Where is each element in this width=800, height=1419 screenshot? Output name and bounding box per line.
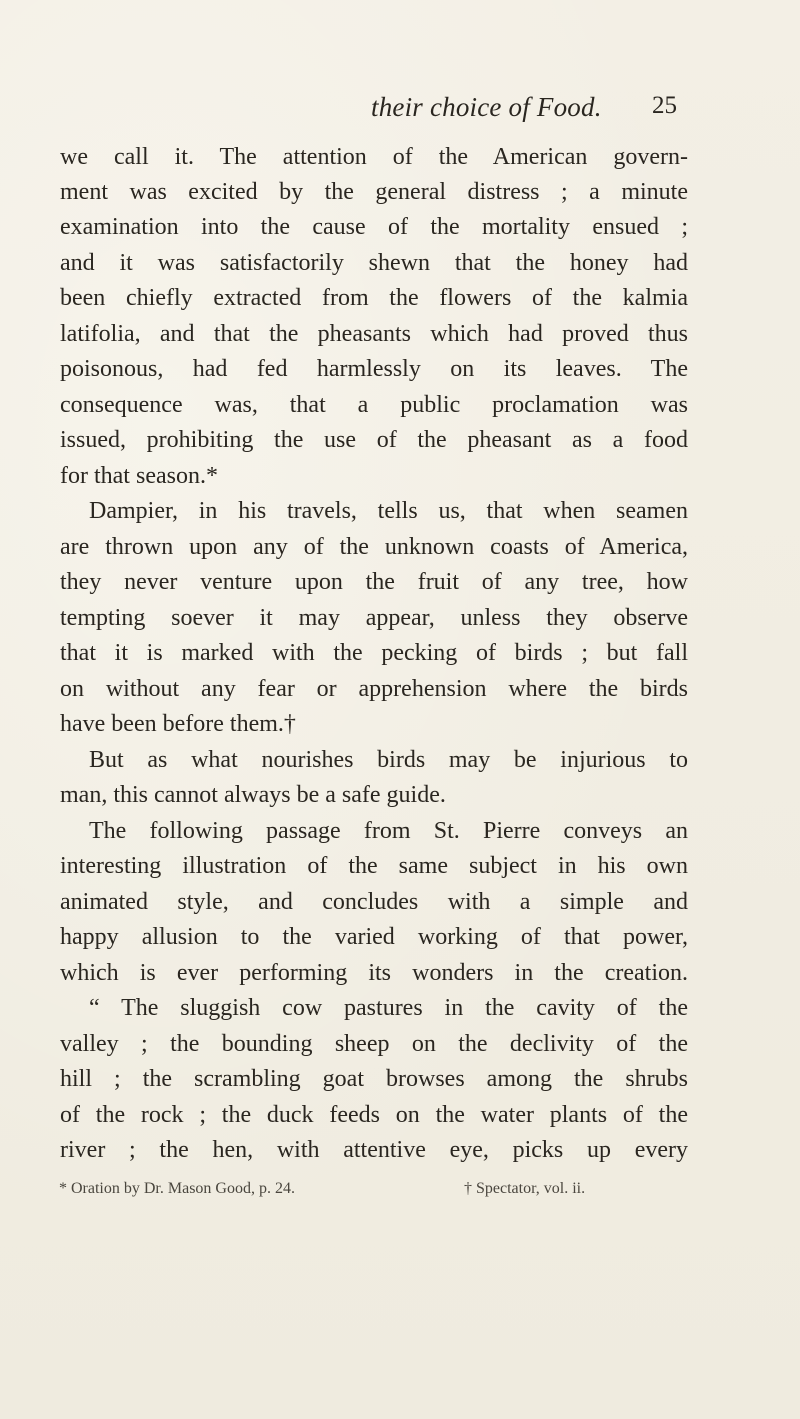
footnote: * Oration by Dr. Mason Good, p. 24. bbox=[59, 1180, 295, 1197]
text-line: and it was satisfactorily shewn that the honey had bbox=[60, 250, 688, 276]
text-line: on without any fear or apprehension where the birds bbox=[60, 676, 688, 702]
footnotes bbox=[59, 1180, 699, 1204]
running-head bbox=[0, 92, 800, 132]
text-line: consequence was, that a public proclamation was bbox=[60, 392, 688, 418]
text-line: latifolia, and that the pheasants which had proved thus bbox=[60, 321, 688, 347]
text-line: they never venture upon the fruit of any tree, how bbox=[60, 569, 688, 595]
text-line: of the rock ; the duck feeds on the water plants of the bbox=[60, 1102, 688, 1128]
text-line: have been before them.† bbox=[60, 711, 296, 737]
text-line: The following passage from St. Pierre conveys an bbox=[89, 818, 688, 844]
text-line: Dampier, in his travels, tells us, that when seamen bbox=[89, 498, 688, 524]
text-line: valley ; the bounding sheep on the declivity of the bbox=[60, 1031, 688, 1057]
text-line: “ The sluggish cow pastures in the cavity of the bbox=[89, 995, 688, 1021]
text-line: for that season.* bbox=[60, 463, 218, 489]
text-line: been chiefly extracted from the flowers of the kalmia bbox=[60, 285, 688, 311]
text-line: animated style, and concludes with a simple and bbox=[60, 889, 688, 915]
text-line: which is ever performing its wonders in the creation. bbox=[60, 960, 688, 986]
text-line: issued, prohibiting the use of the pheasant as a food bbox=[60, 427, 688, 453]
footnote: † Spectator, vol. ii. bbox=[464, 1180, 586, 1197]
text-line: examination into the cause of the mortality ensued ; bbox=[60, 214, 688, 240]
text-line: ment was excited by the general distress ; a minute bbox=[60, 179, 688, 205]
text-line: tempting soever it may appear, unless they observe bbox=[60, 605, 688, 631]
running-title: their choice of Food. bbox=[371, 92, 602, 122]
text-line: hill ; the scrambling goat browses among the shrubs bbox=[60, 1066, 688, 1092]
text-line: interesting illustration of the same subject in his own bbox=[60, 853, 688, 879]
text-line: But as what nourishes birds may be injurious to bbox=[89, 747, 688, 773]
text-line: river ; the hen, with attentive eye, picks up every bbox=[60, 1137, 688, 1163]
text-line: are thrown upon any of the unknown coasts of America, bbox=[60, 534, 688, 560]
text-line: we call it. The attention of the American govern- bbox=[60, 144, 688, 170]
text-line: happy allusion to the varied working of that power, bbox=[60, 924, 688, 950]
text-line: man, this cannot always be a safe guide. bbox=[60, 782, 446, 808]
text-line: poisonous, had fed harmlessly on its leaves. The bbox=[60, 356, 688, 382]
page-number: 25 bbox=[652, 92, 677, 119]
text-line: that it is marked with the pecking of birds ; but fall bbox=[60, 640, 688, 666]
